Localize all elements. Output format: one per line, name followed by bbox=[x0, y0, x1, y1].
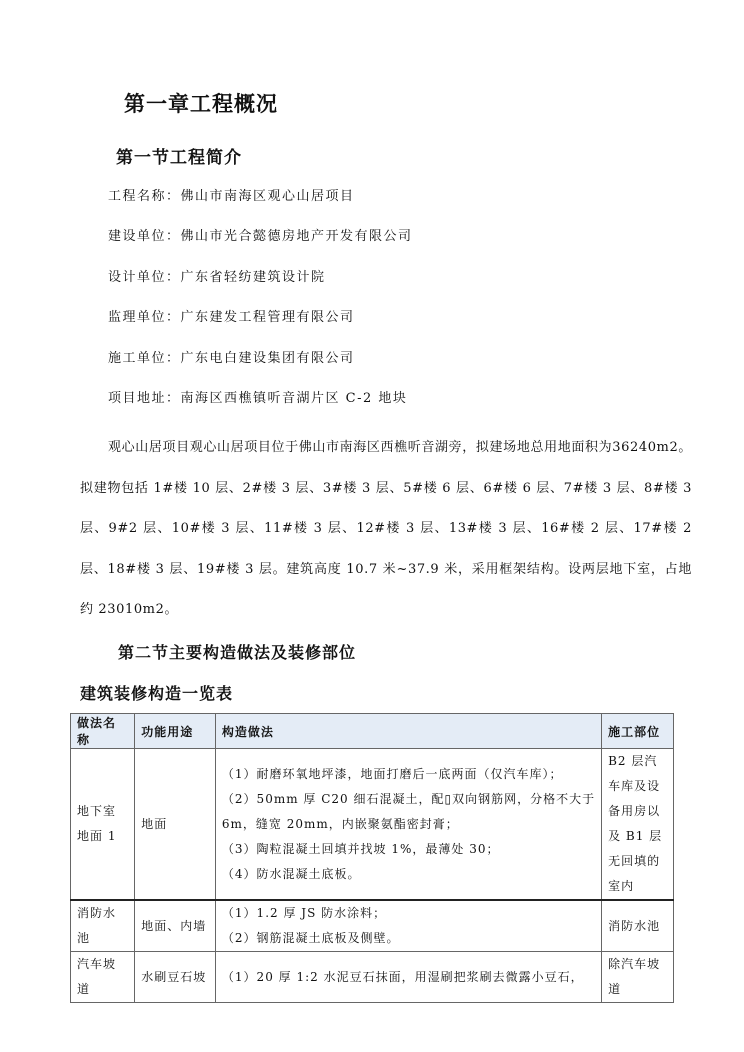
header-method-name: 做法名称 bbox=[71, 714, 135, 749]
cell-spec bbox=[215, 900, 601, 952]
table-header-row bbox=[71, 714, 674, 749]
spec-line: （2）钢筋混凝土底板及侧壁。 bbox=[221, 931, 400, 945]
cell-use: 地面、内墙 bbox=[135, 900, 216, 952]
info-line-address bbox=[108, 387, 407, 406]
info-line-project-name bbox=[108, 185, 355, 204]
spec-line: （1）耐磨环氧地坪漆，地面打磨后一底两面（仅汽车库）； bbox=[221, 766, 563, 781]
spec-line: （4）防水混凝土底板。 bbox=[221, 866, 361, 881]
info-value: 佛山市南海区观心山居项目 bbox=[180, 189, 355, 204]
header-function: 功能用途 bbox=[135, 714, 216, 749]
info-label: 项目地址 bbox=[108, 391, 167, 406]
info-line-contractor bbox=[108, 347, 355, 366]
table-row bbox=[71, 952, 674, 1003]
cell-spec bbox=[215, 952, 601, 1003]
header-construction: 构造做法 bbox=[215, 714, 601, 749]
info-separator: ： bbox=[166, 351, 181, 366]
info-separator: ： bbox=[166, 189, 181, 204]
info-label: 监理单位 bbox=[108, 310, 167, 325]
info-value: 广东建发工程管理有限公司 bbox=[180, 310, 355, 325]
info-line-designer bbox=[108, 266, 326, 285]
info-separator: ： bbox=[166, 310, 181, 325]
info-label: 建设单位 bbox=[108, 229, 167, 244]
info-label: 设计单位 bbox=[108, 270, 167, 285]
cell-location: 除汽车坡道 bbox=[602, 952, 674, 1003]
info-label: 施工单位 bbox=[108, 351, 167, 366]
table-title: 建筑装修构造一览表 bbox=[80, 684, 234, 703]
cell-use: 水刷豆石坡 bbox=[135, 952, 216, 1003]
project-description: 观心山居项目观心山居项目位于佛山市南海区西樵听音湖旁，拟建场地总用地面积为36240m2。拟建物包括 1#楼 10 层、2#楼 3 层、3#楼 3 层、5#楼 6 层、6#楼 6 层、7#楼 3 层、8#楼 3 层、9#2 层、10#楼 3 层、11#楼 3 层、12#楼 3 层、13#楼 3 层、16#楼 2 层、17#楼 2 层、18#楼 3 层、19#楼 3 层。建筑高度 10.7 米~37.9 米，采用框架结构。设两层地下室，占地约 23010m2。 bbox=[80, 440, 692, 617]
cell-name: 消防水池 bbox=[71, 900, 135, 952]
info-value: 广东电白建设集团有限公司 bbox=[180, 351, 355, 366]
cell-name: 地下室地面 1 bbox=[71, 749, 135, 901]
info-value: 佛山市光合懿德房地产开发有限公司 bbox=[180, 229, 413, 244]
chapter-title: 第一章工程概况 bbox=[124, 92, 278, 116]
info-label: 工程名称 bbox=[108, 189, 167, 204]
info-value: 南海区西樵镇听音湖片区 C-2 地块 bbox=[180, 391, 408, 406]
info-separator: ： bbox=[166, 229, 181, 244]
info-line-supervisor bbox=[108, 306, 355, 325]
table-row bbox=[71, 900, 674, 952]
cell-name: 汽车坡道 bbox=[71, 952, 135, 1003]
info-separator: ： bbox=[166, 270, 181, 285]
spec-line: （2）50mm 厚 C20 细石混凝土，配▯双向钢筋网，分格不大于 bbox=[221, 791, 596, 806]
spec-line: （1）1.2 厚 JS 防水涂料； bbox=[221, 906, 387, 920]
decoration-table bbox=[70, 713, 674, 1003]
spec-line: （1）20 厚 1:2 水泥豆石抹面，用湿刷把浆刷去微露小豆石， bbox=[221, 969, 584, 984]
cell-location: 消防水池 bbox=[602, 900, 674, 952]
section-title-construction: 第二节主要构造做法及装修部位 bbox=[118, 643, 357, 662]
cell-spec bbox=[215, 749, 601, 901]
cell-use: 地面 bbox=[135, 749, 216, 901]
header-location: 施工部位 bbox=[602, 714, 674, 749]
section-title-overview: 第一节工程简介 bbox=[116, 148, 242, 168]
cell-location: B2 层汽车库及设备用房以及 B1 层无回填的室内 bbox=[602, 749, 674, 901]
info-value: 广东省轻纺建筑设计院 bbox=[180, 270, 326, 285]
table-row bbox=[71, 749, 674, 901]
info-line-developer bbox=[108, 225, 413, 244]
spec-line: 6m，缝宽 20mm，内嵌聚氨酯密封膏； bbox=[221, 816, 459, 831]
info-separator: ： bbox=[166, 391, 181, 406]
spec-line: （3）陶粒混凝土回填并找坡 1%，最薄处 30； bbox=[221, 841, 500, 856]
